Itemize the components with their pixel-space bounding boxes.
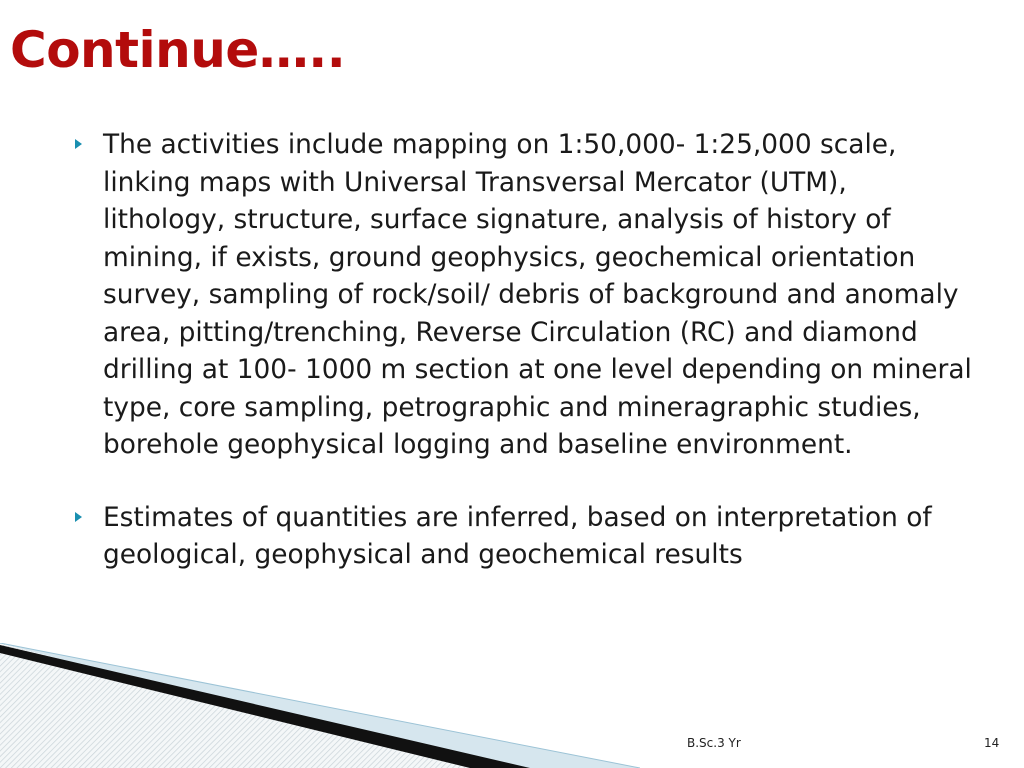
slide-title: Continue…..: [10, 21, 346, 79]
page-number: 14: [984, 736, 1000, 750]
triangle-bullet-icon: [74, 126, 103, 164]
list-item: [74, 499, 974, 574]
footer-course-label: B.Sc.3 Yr: [687, 736, 741, 750]
list-item: [74, 126, 974, 464]
bullet-text: The activities include mapping on 1:50,000- 1:25,000 scale, linking maps with Universal Transversal Mercator (UTM), lithology, structure, surface signature, analysis of history of mining, if exists, ground geophysics, geochemical orientation survey, sampling of rock/soil/ debris of background and anomaly area, pitting/trenching, Reverse Circulation (RC) and diamond drilling at 100- 1000 m section at one level depending on mineral type, core sampling, petrographic and mineragraphic studies, borehole geophysical logging and baseline environment.: [103, 129, 972, 460]
triangle-bullet-icon: [74, 499, 103, 537]
corner-decoration: [0, 643, 640, 768]
bullet-list: [74, 126, 974, 609]
bullet-text: Estimates of quantities are inferred, based on interpretation of geological, geophysical and geochemical results: [103, 501, 932, 570]
